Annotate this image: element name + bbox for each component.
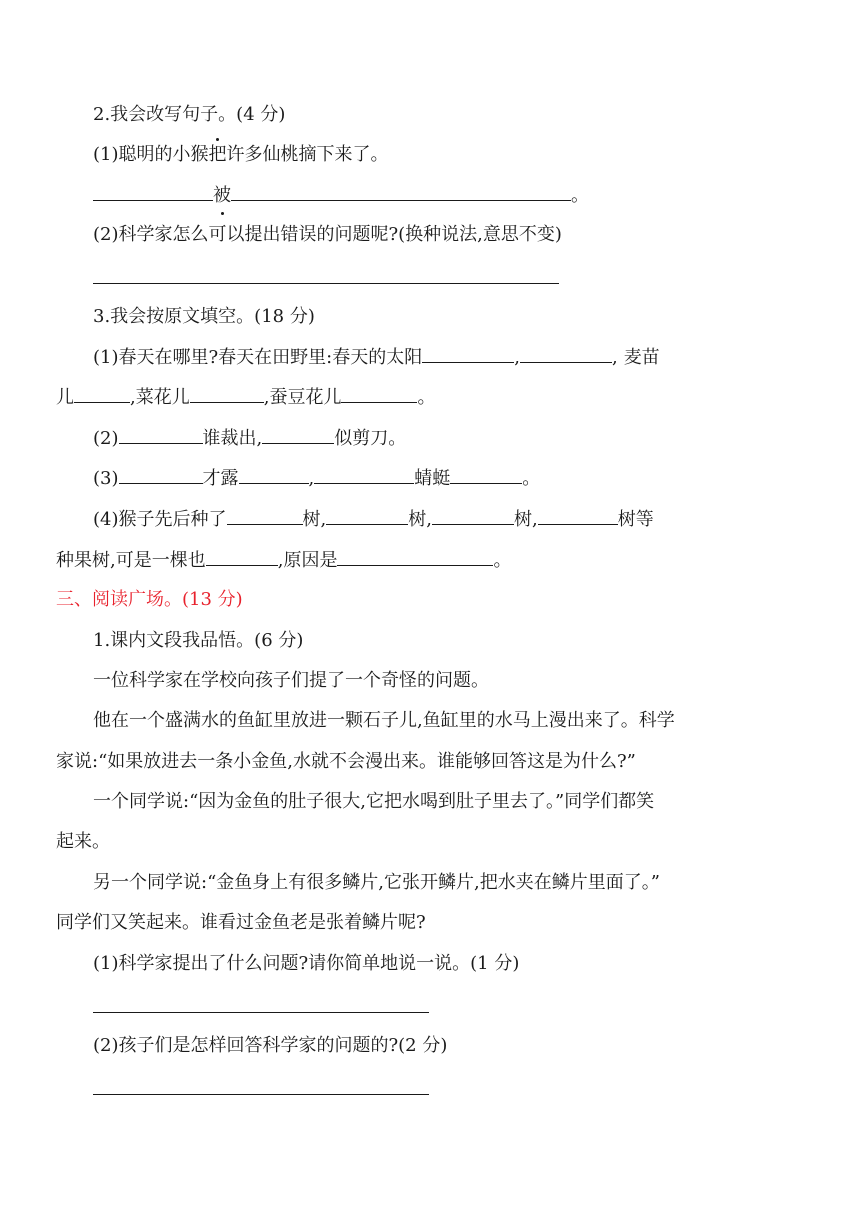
q3-item-2 [93, 426, 406, 450]
q3-title: 3.我会按原文填空。(18 分) [93, 306, 315, 327]
q3-item-4-cont [56, 548, 511, 572]
answer-blank[interactable] [432, 507, 514, 525]
comma: , [320, 509, 327, 530]
answer-blank[interactable] [262, 426, 334, 444]
q3-i3-text: 才露 [202, 468, 239, 489]
reading-paragraph-2-cont: 家说:“如果放进去一条小金鱼,水就不会漫出来。谁能够回答这是为什么?” [56, 751, 636, 772]
reading-paragraph-3-cont: 起来。 [56, 831, 110, 852]
q2-s1-emphasis-ba: 把 [208, 144, 227, 165]
q3-i4-text-b: 树等 [617, 509, 654, 530]
answer-blank[interactable] [74, 385, 130, 403]
answer-blank[interactable] [314, 466, 414, 484]
answer-blank[interactable] [119, 426, 203, 444]
q3-i4-text-d: ,原因是 [277, 550, 338, 571]
tree: 树 [513, 509, 532, 530]
q2-sentence-2: (2)科学家怎么可以提出错误的问题呢?(换种说法,意思不变) [93, 224, 562, 245]
q3-i2-text: 谁裁出, [202, 428, 263, 449]
section-3-heading: 三、阅读广场。(13 分) [56, 589, 243, 610]
answer-blank[interactable] [119, 466, 203, 484]
answer-blank[interactable] [520, 345, 612, 363]
q2-emphasis-bei: 被 [213, 185, 231, 206]
answer-blank[interactable] [337, 548, 493, 566]
answer-blank[interactable] [538, 507, 618, 525]
comma: , [531, 509, 538, 530]
reading-paragraph-3: 一个同学说:“因为金鱼的肚子很大,它把水喝到肚子里去了。”同学们都笑 [93, 791, 655, 812]
q3-i4-text-c: 种果树,可是一棵也 [56, 550, 206, 571]
q2-rewrite-line [93, 183, 589, 207]
q2-end-mark: 。 [571, 185, 589, 206]
tree: 树 [408, 509, 427, 530]
comma: , [308, 468, 315, 489]
comma: , [611, 347, 618, 368]
q3-i3-num: (3) [93, 468, 119, 489]
q3-i4-text: (4)猴子先后种了 [93, 509, 227, 530]
comma: , [426, 509, 432, 530]
period: 。 [522, 468, 541, 489]
reading-subquestion-2: (2)孩子们是怎样回答科学家的问题的?(2 分) [93, 1035, 448, 1056]
answer-blank[interactable] [422, 345, 514, 363]
reading-paragraph-4-cont: 同学们又笑起来。谁看过金鱼老是张着鳞片呢? [56, 912, 426, 933]
comma: , [514, 347, 520, 368]
q2-s1-text-b: 许多仙桃摘下来了。 [226, 144, 389, 165]
answer-blank[interactable] [93, 183, 213, 201]
answer-blank[interactable] [239, 466, 309, 484]
reading-subquestion-1: (1)科学家提出了什么问题?请你简单地说一说。(1 分) [93, 953, 520, 974]
answer-blank[interactable] [450, 466, 522, 484]
q3-item-4 [93, 507, 654, 531]
q3-item-1 [93, 345, 660, 369]
q3-item-3 [93, 466, 540, 490]
period: 。 [417, 387, 436, 408]
answer-blank[interactable] [206, 548, 278, 566]
q3-i1-candou: ,蚕豆花儿 [263, 387, 342, 408]
q3-i3-text-b: 蜻蜓 [414, 468, 451, 489]
reading-paragraph-4: 另一个同学说:“金鱼身上有很多鳞片,它张开鳞片,把水夹在鳞片里面了。” [93, 872, 660, 893]
q3-i1-er: 儿 [56, 387, 74, 408]
tree: 树 [302, 509, 321, 530]
q3-i1-maimiao: 麦苗 [623, 347, 660, 368]
reading-paragraph-1: 一位科学家在学校向孩子们提了一个奇怪的问题。 [93, 670, 489, 691]
answer-blank[interactable] [326, 507, 408, 525]
reading-title: 1.课内文段我品悟。(6 分) [93, 630, 304, 651]
answer-blank[interactable] [231, 183, 571, 201]
q3-i1-text: (1)春天在哪里?春天在田野里:春天的太阳 [93, 347, 423, 368]
answer-line[interactable] [93, 283, 559, 284]
q3-i1-caihua: ,菜花儿 [130, 387, 190, 408]
q3-i2-text-b: 似剪刀。 [334, 428, 407, 449]
answer-blank[interactable] [190, 385, 264, 403]
q3-item-1-cont [56, 385, 435, 409]
answer-blank[interactable] [341, 385, 417, 403]
answer-line[interactable] [93, 1012, 429, 1013]
q2-s1-text-a: (1)聪明的小猴 [93, 144, 209, 165]
q3-i2-num: (2) [93, 428, 119, 449]
answer-line[interactable] [93, 1094, 429, 1095]
q2-title: 2.我会改写句子。(4 分) [93, 104, 286, 125]
q2-sentence-1 [93, 143, 389, 167]
answer-blank[interactable] [227, 507, 303, 525]
reading-paragraph-2: 他在一个盛满水的鱼缸里放进一颗石子儿,鱼缸里的水马上漫出来了。科学 [93, 710, 675, 731]
period: 。 [493, 550, 512, 571]
